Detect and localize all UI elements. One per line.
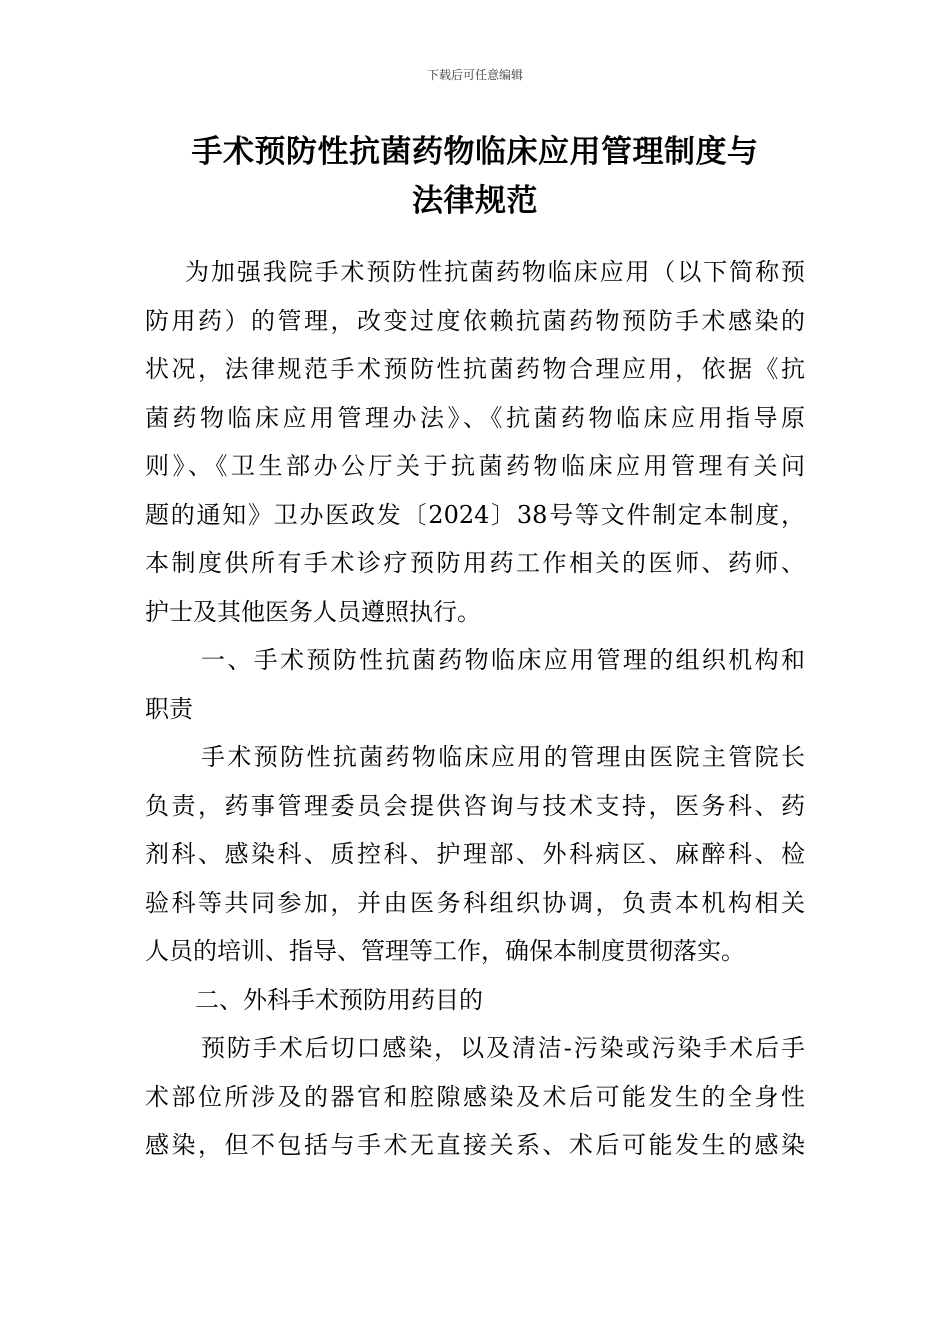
text-line: 则》、《卫生部办公厅关于抗菌药物临床应用管理有关问 bbox=[145, 452, 805, 480]
section-1-heading bbox=[145, 636, 805, 733]
document-body bbox=[145, 248, 805, 1170]
text-line: 职责 bbox=[145, 694, 193, 723]
text-line: 防用药）的管理，改变过度依赖抗菌药物预防手术感染的 bbox=[145, 306, 805, 335]
text-line: 菌药物临床应用管理办法》、《抗菌药物临床应用指导原 bbox=[145, 403, 805, 432]
header-note: 下载后可任意编辑 bbox=[426, 68, 523, 82]
text-line: 术部位所涉及的器官和腔隙感染及术后可能发生的全身性 bbox=[145, 1082, 805, 1111]
text-line: 负责，药事管理委员会提供咨询与技术支持，医务科、药 bbox=[145, 791, 805, 820]
text-line: 剂科、感染科、质控科、护理部、外科病区、麻醉科、检 bbox=[145, 840, 805, 868]
section-2-heading: 二、外科手术预防用药目的 bbox=[195, 985, 483, 1014]
section-1-paragraph bbox=[145, 733, 805, 976]
text-line: 感染，但不包括与手术无直接关系、术后可能发生的感染 bbox=[145, 1131, 805, 1159]
text-line: 手术预防性抗菌药物临床应用的管理由医院主管院长 bbox=[201, 743, 805, 771]
intro-paragraph bbox=[145, 248, 805, 636]
title-line-1: 手术预防性抗菌药物临床应用管理制度与 bbox=[191, 134, 759, 170]
document-title bbox=[140, 128, 810, 226]
text-line: 本制度供所有手术诊疗预防用药工作相关的医师、药师、 bbox=[145, 549, 805, 577]
text-line: 预防手术后切口感染，以及清洁-污染或污染手术后手 bbox=[201, 1034, 805, 1062]
text-line: 验科等共同参加，并由医务科组织协调，负责本机构相关 bbox=[145, 888, 805, 917]
text-line: 人员的培训、指导、管理等工作，确保本制度贯彻落实。 bbox=[145, 937, 745, 965]
title-line-2: 法律规范 bbox=[412, 183, 538, 219]
text-line: 一、手术预防性抗菌药物临床应用管理的组织机构和 bbox=[201, 646, 805, 674]
text-line: 为加强我院手术预防性抗菌药物临床应用（以下简称预 bbox=[185, 258, 805, 286]
text-line: 题的通知》卫办医政发〔2024〕38号等文件制定本制度， bbox=[145, 500, 805, 529]
text-line: 护士及其他医务人员遵照执行。 bbox=[145, 597, 481, 626]
section-2-paragraph bbox=[145, 1024, 805, 1170]
text-line: 状况，法律规范手术预防性抗菌药物合理应用，依据《抗 bbox=[145, 355, 805, 383]
